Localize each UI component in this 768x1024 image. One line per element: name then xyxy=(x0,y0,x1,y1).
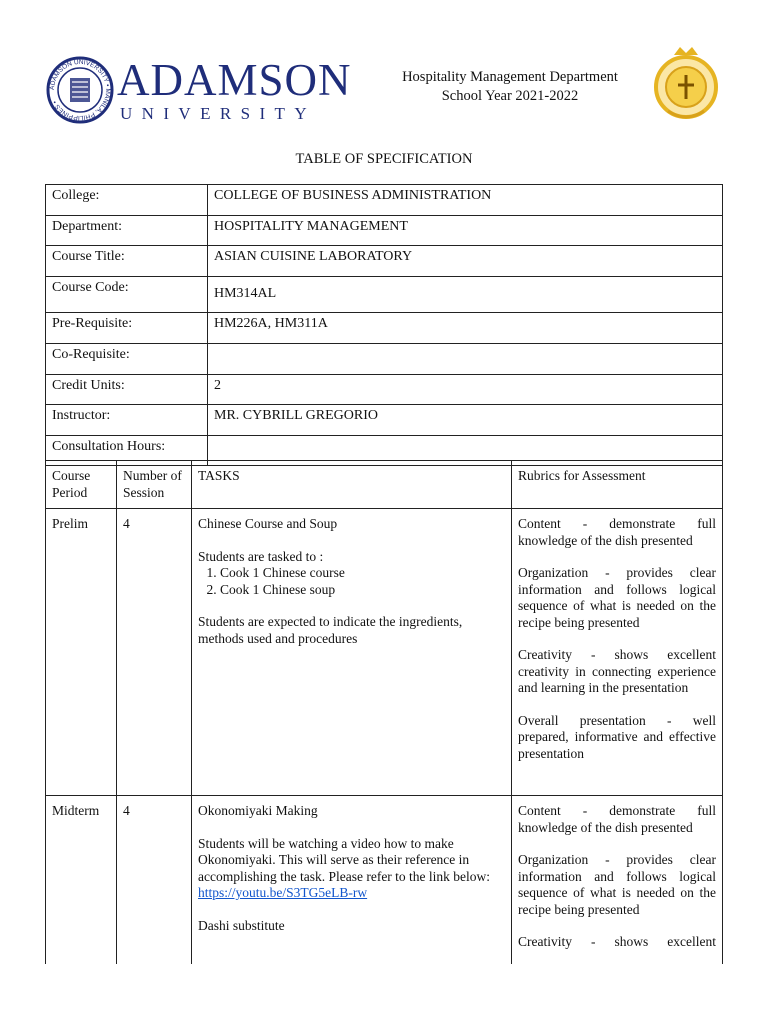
school-year: School Year 2021-2022 xyxy=(441,88,579,104)
rubric-creativity: Creativity - shows excellent creativity in connecting experience and learning in the presentation xyxy=(518,647,716,695)
rubric-creativity: Creativity - shows excellent xyxy=(518,934,716,949)
university-seal-icon xyxy=(46,56,114,124)
info-label: Department: xyxy=(46,215,208,246)
rubric-organization: Organization - provides clear information and follows logical sequence of what is needed on the recipe being presented xyxy=(518,852,716,917)
header-number-of-session: Number of Session xyxy=(117,461,192,509)
info-label: Instructor: xyxy=(46,405,208,436)
rubric-overall: Overall presentation - well prepared, informative and effective presentation xyxy=(518,712,716,761)
period-cell: Midterm xyxy=(46,796,117,1011)
task-title: Chinese Course and Soup xyxy=(198,516,338,531)
rubrics-cell xyxy=(512,509,723,796)
task-list xyxy=(198,565,505,598)
video-link[interactable]: https://youtu.be/S3TG5eLB-rw xyxy=(198,885,368,900)
period-cell: Prelim xyxy=(46,509,117,796)
info-value: COLLEGE OF BUSINESS ADMINISTRATION xyxy=(208,185,723,216)
task-intro: Students are tasked to : xyxy=(198,548,324,564)
university-name: ADAMSON xyxy=(117,55,352,105)
table-row xyxy=(46,313,723,344)
sessions-cell: 4 xyxy=(117,509,192,796)
page-cutoff xyxy=(0,964,768,1024)
department-header xyxy=(360,68,660,106)
list-item: 1. Cook 1 Chinese course xyxy=(220,565,505,582)
list-item: 2. Cook 1 Chinese soup xyxy=(220,582,505,599)
header-tasks: TASKS xyxy=(192,461,512,509)
info-label: Course Title: xyxy=(46,246,208,277)
info-value: MR. CYBRILL GREGORIO xyxy=(208,405,723,436)
university-subtitle: UNIVERSITY xyxy=(120,104,316,123)
spec-header-row xyxy=(46,461,723,509)
task-note: Students will be watching a video how to make Okonomiyaki. This will serve as their reference in accomplishing the task. Please refer to the link below: xyxy=(198,835,491,884)
info-value: ASIAN CUISINE LABORATORY xyxy=(208,246,723,277)
header-rubrics: Rubrics for Assessment xyxy=(512,461,723,509)
info-label: Consultation Hours: xyxy=(46,435,208,466)
info-value: HOSPITALITY MANAGEMENT xyxy=(208,215,723,246)
rubric-content: Content - demonstrate full knowledge of the dish presented xyxy=(518,516,716,548)
seal-text: ADAMSON UNIVERSITY • MANILA, PHILIPPINES • xyxy=(48,58,112,122)
table-row xyxy=(46,374,723,405)
table-row xyxy=(46,343,723,374)
header-course-period: Course Period xyxy=(46,461,117,509)
info-value xyxy=(208,343,723,374)
info-label: Credit Units: xyxy=(46,374,208,405)
table-row xyxy=(46,405,723,436)
tasks-cell xyxy=(192,509,512,796)
task-title: Okonomiyaki Making xyxy=(198,803,318,818)
info-label: Co-Requisite: xyxy=(46,343,208,374)
course-info-table xyxy=(45,184,723,466)
table-row xyxy=(46,246,723,277)
rubric-content: Content - demonstrate full knowledge of the dish presented xyxy=(518,803,716,835)
sessions-cell: 4 xyxy=(117,796,192,1011)
department-name: Hospitality Management Department xyxy=(402,69,618,85)
info-value: HM226A, HM311A xyxy=(208,313,723,344)
info-label: Pre-Requisite: xyxy=(46,313,208,344)
table-row-prelim xyxy=(46,509,723,796)
department-crest-icon xyxy=(654,45,718,127)
table-row xyxy=(46,276,723,313)
table-row xyxy=(46,185,723,216)
task-extra: Dashi substitute xyxy=(198,917,285,933)
info-value: 2 xyxy=(208,374,723,405)
info-label: College: xyxy=(46,185,208,216)
specification-table xyxy=(45,460,723,1011)
task-note: Students are expected to indicate the ingredients, methods used and procedures xyxy=(198,614,463,646)
info-value: HM314AL xyxy=(208,276,723,313)
document-title: TABLE OF SPECIFICATION xyxy=(295,151,473,167)
university-wordmark xyxy=(117,55,352,124)
info-label: Course Code: xyxy=(46,276,208,313)
table-row xyxy=(46,215,723,246)
rubric-organization: Organization - provides clear information and follows logical sequence of what is needed on the recipe being presented xyxy=(518,565,716,630)
